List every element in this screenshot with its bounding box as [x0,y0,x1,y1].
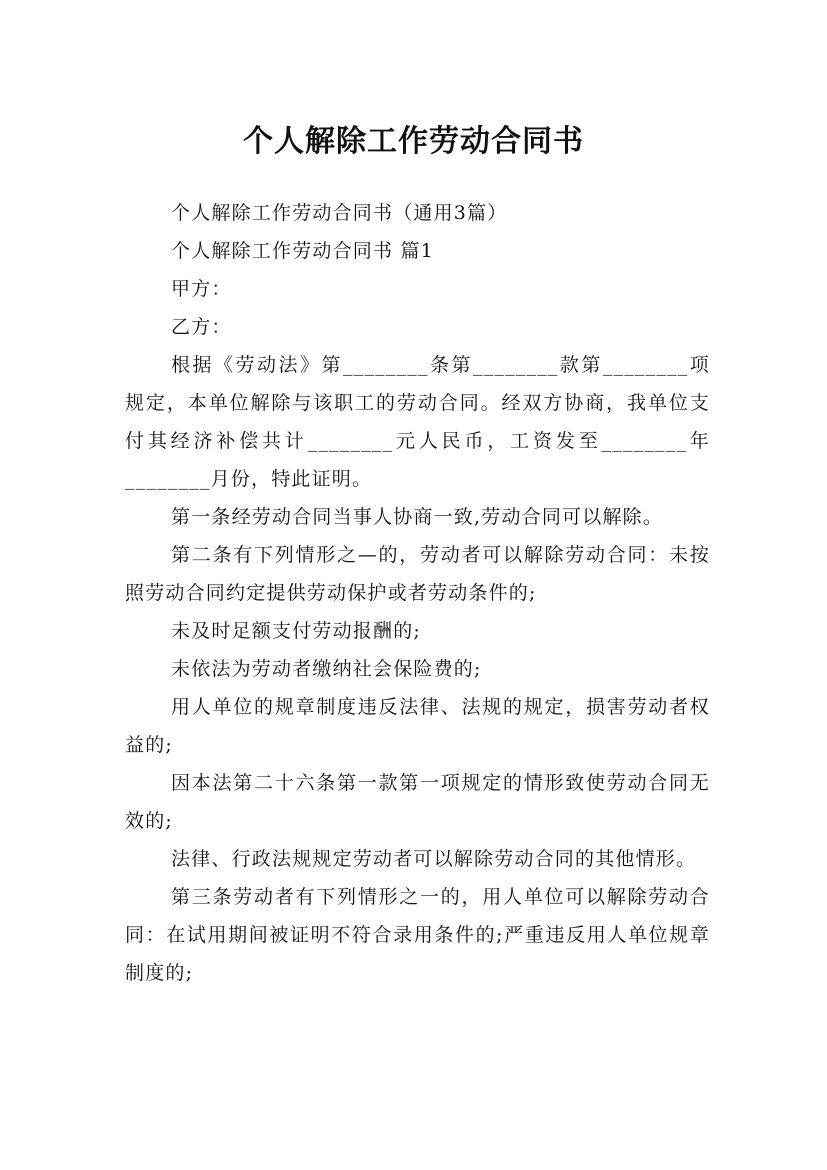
paragraph-article-1: 第一条经劳动合同当事人协商一致,劳动合同可以解除。 [171,506,664,528]
document-title: 个人解除工作劳动合同书 [243,124,584,160]
paragraph-article-2-item-3: 未依法为劳动者缴纳社会保险费的; [171,658,482,680]
paragraph-article-2-item-2: 未及时足额支付劳动报酬的; [171,620,422,642]
paragraph-party-b: 乙方： [171,316,232,338]
paragraph-legal-basis: 根据《劳动法》第________条第________款第________项规定，本单位解除与该职工的劳动合同。经双方协商，我单位支付其经济补偿共计________元人民币，工资发至________年________月份，特此证明。 [125,354,710,490]
paragraph-article-2-item-6: 法律、行政法规规定劳动者可以解除劳动合同的其他情形。 [171,848,697,870]
paragraph-article-3: 第三条劳动者有下列情形之一的，用人单位可以解除劳动合同：在试用期间被证明不符合录用条件的;严重违反用人单位规章制度的; [125,886,710,984]
paragraph-article-2-item-4: 用人单位的规章制度违反法律、法规的规定，损害劳动者权益的; [125,696,710,756]
document-body [125,194,710,992]
paragraph-collection-heading: 个人解除工作劳动合同书（通用3篇） [171,202,508,224]
paragraph-article-2: 第二条有下列情形之—的，劳动者可以解除劳动合同：未按照劳动合同约定提供劳动保护或者劳动条件的; [125,544,710,604]
paragraph-party-a: 甲方： [171,278,232,300]
paragraph-article-2-item-5: 因本法第二十六条第一款第一项规定的情形致使劳动合同无效的; [125,772,710,832]
paragraph-section-heading: 个人解除工作劳动合同书 篇1 [171,240,434,262]
